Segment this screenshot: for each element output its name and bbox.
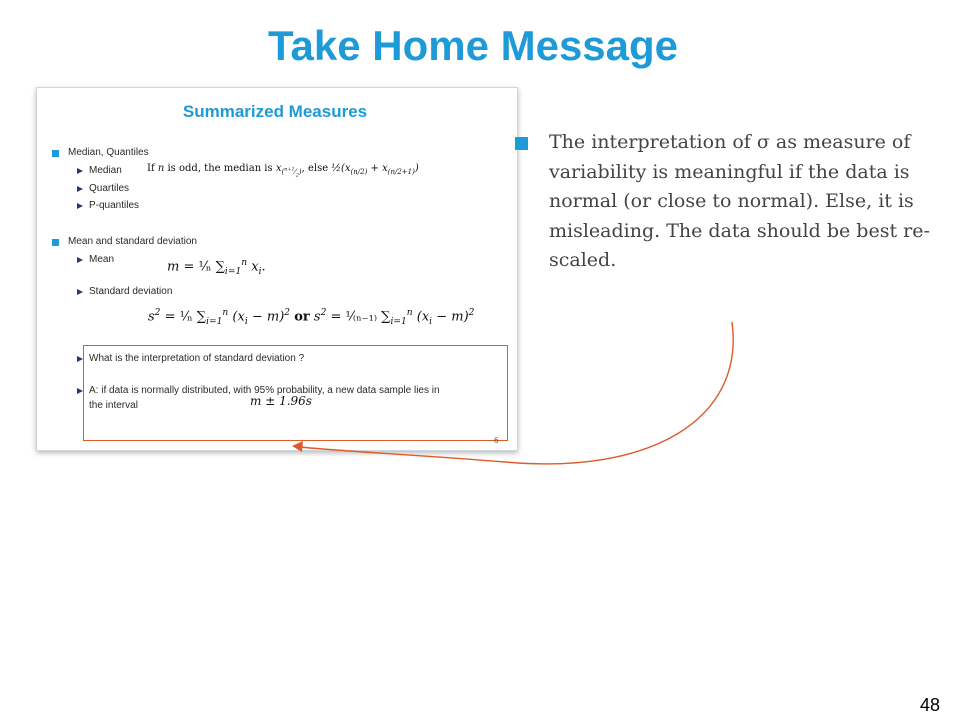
main-bullet-text: The interpretation of σ as measure of variability is meaningful if the data is normal (or close to normal). Else, it is misleading. The data should be best re-scaled. [549, 131, 930, 271]
slide-title: Take Home Message [267, 22, 679, 69]
item-quartiles: Quartiles [89, 183, 130, 194]
item-mean: Mean [89, 254, 115, 265]
item-median: Median [89, 165, 122, 176]
thumbnail-page-number: 6 [494, 436, 499, 445]
sd-formula: $s^2$ = ¹⁄ₙ $\sum_{i=1}^n$ $(x_i - m)^2$ or $s^2$ = ¹⁄₍ₙ₋₁₎ $\sum_{i=1}^n$ $(x_i - m)^2$ [148, 308, 475, 327]
median-formula: If n is odd, the median is $x_{(^{n+1}⁄_2)}$, else $\frac{1}{2}(x_{(n/2)} + x_{(n/2+1)})$ [147, 163, 419, 179]
interval-formula: m ± 1.96s [250, 394, 312, 408]
item-p-quantiles: P-quantiles [89, 200, 140, 211]
question-text: What is the interpretation of standard deviation ? [89, 353, 305, 364]
answer-text-line2: the interval [89, 400, 138, 411]
section-label-mean-sd: Mean and standard deviation [68, 236, 197, 247]
thumbnail-title: Summarized Measures [182, 102, 368, 121]
mean-formula: m = ¹⁄ₙ $\sum_{i=1}^n$ $x_i$. [167, 258, 266, 277]
answer-text-line1: A: if data is normally distributed, with 95% probability, a new data sample lies in [89, 385, 440, 396]
slide-number: 48 [919, 695, 940, 715]
item-standard-deviation: Standard deviation [89, 286, 173, 297]
section-label-median-quantiles: Median, Quantiles [68, 147, 149, 158]
